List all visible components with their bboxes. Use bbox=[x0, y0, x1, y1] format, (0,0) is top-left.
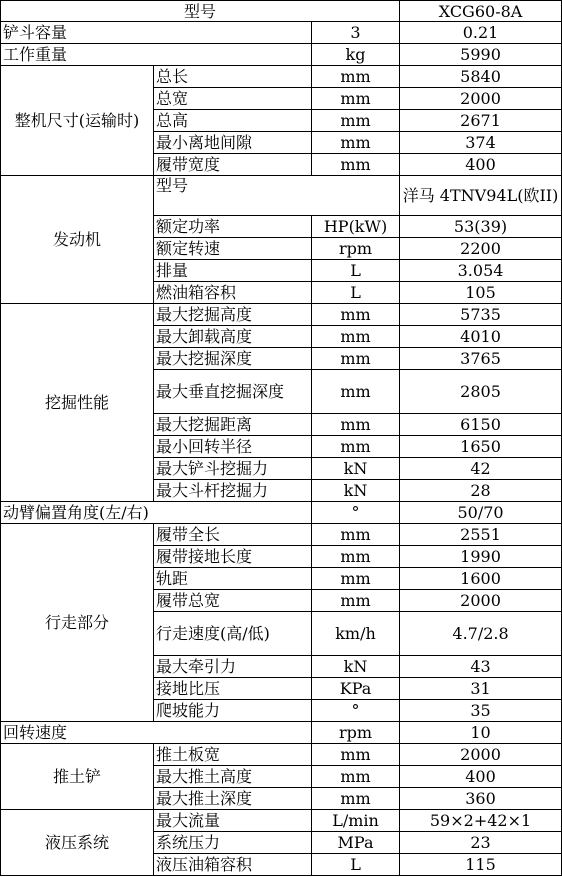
row-label: 轨距 bbox=[154, 568, 312, 590]
row-value: 50/70 bbox=[400, 502, 562, 524]
row-unit: L bbox=[312, 854, 400, 876]
model-label: 型号 bbox=[1, 1, 400, 22]
row-value: 3765 bbox=[400, 348, 562, 370]
row-unit: mm bbox=[312, 132, 400, 154]
row-value: 1650 bbox=[400, 436, 562, 458]
row-label: 最小回转半径 bbox=[154, 436, 312, 458]
row-unit: kg bbox=[312, 44, 400, 66]
row-unit: mm bbox=[312, 414, 400, 436]
row-label: 最大流量 bbox=[154, 810, 312, 832]
row-unit: kN bbox=[312, 458, 400, 480]
row-unit: km/h bbox=[312, 612, 400, 656]
row-label: 系统压力 bbox=[154, 832, 312, 854]
row-value: 4010 bbox=[400, 326, 562, 348]
group-dozer: 推土铲 bbox=[1, 744, 154, 810]
model-value: XCG60-8A bbox=[400, 1, 562, 22]
table-row bbox=[1, 176, 562, 216]
row-label: 最小离地间隙 bbox=[154, 132, 312, 154]
row-value: 2000 bbox=[400, 88, 562, 110]
table-row bbox=[1, 722, 562, 744]
row-label: 履带全长 bbox=[154, 524, 312, 546]
row-label: 最大卸载高度 bbox=[154, 326, 312, 348]
table-row bbox=[1, 810, 562, 832]
row-value: 2000 bbox=[400, 744, 562, 766]
row-value: 42 bbox=[400, 458, 562, 480]
row-label: 最大铲斗挖掘力 bbox=[154, 458, 312, 480]
row-unit: mm bbox=[312, 154, 400, 176]
row-value: 59×2+42×1 bbox=[400, 810, 562, 832]
row-value: 2200 bbox=[400, 238, 562, 260]
row-value: 5840 bbox=[400, 66, 562, 88]
row-unit: mm bbox=[312, 568, 400, 590]
row-value: 105 bbox=[400, 282, 562, 304]
row-value: 43 bbox=[400, 656, 562, 678]
row-value: 400 bbox=[400, 766, 562, 788]
group-engine: 发动机 bbox=[1, 176, 154, 304]
row-value: 374 bbox=[400, 132, 562, 154]
row-label: 额定功率 bbox=[154, 216, 312, 238]
row-value: 0.21 bbox=[400, 22, 562, 44]
row-label: 总宽 bbox=[154, 88, 312, 110]
row-label: 工作重量 bbox=[1, 44, 312, 66]
row-value: 115 bbox=[400, 854, 562, 876]
row-value: 3.054 bbox=[400, 260, 562, 282]
row-label: 接地比压 bbox=[154, 678, 312, 700]
row-value: 400 bbox=[400, 154, 562, 176]
group-hydraulic: 液压系统 bbox=[1, 810, 154, 876]
row-unit: kN bbox=[312, 480, 400, 502]
row-unit: mm bbox=[312, 88, 400, 110]
row-label: 最大挖掘高度 bbox=[154, 304, 312, 326]
row-label: 履带宽度 bbox=[154, 154, 312, 176]
row-unit: KPa bbox=[312, 678, 400, 700]
row-label: 最大推土高度 bbox=[154, 766, 312, 788]
row-label: 最大垂直挖掘深度 bbox=[154, 370, 312, 414]
row-unit: mm bbox=[312, 766, 400, 788]
row-unit: L bbox=[312, 282, 400, 304]
row-unit: mm bbox=[312, 524, 400, 546]
table-row bbox=[1, 502, 562, 524]
row-unit: L bbox=[312, 260, 400, 282]
row-unit: mm bbox=[312, 436, 400, 458]
table-row bbox=[1, 524, 562, 546]
row-value: 35 bbox=[400, 700, 562, 722]
row-value: 1990 bbox=[400, 546, 562, 568]
row-label: 最大推土深度 bbox=[154, 788, 312, 810]
row-label: 铲斗容量 bbox=[1, 22, 312, 44]
row-label: 最大挖掘距离 bbox=[154, 414, 312, 436]
group-dimensions: 整机尺寸(运输时) bbox=[1, 66, 154, 176]
table-row bbox=[1, 44, 562, 66]
row-label: 履带总宽 bbox=[154, 590, 312, 612]
row-value: 53(39) bbox=[400, 216, 562, 238]
row-value: 1600 bbox=[400, 568, 562, 590]
table-row bbox=[1, 22, 562, 44]
row-unit: mm bbox=[312, 370, 400, 414]
row-value: 6150 bbox=[400, 414, 562, 436]
row-label: 额定转速 bbox=[154, 238, 312, 260]
row-unit: ° bbox=[312, 502, 400, 524]
row-unit: L/min bbox=[312, 810, 400, 832]
row-unit: mm bbox=[312, 304, 400, 326]
row-label: 排量 bbox=[154, 260, 312, 282]
row-label: 型号 bbox=[154, 176, 400, 216]
row-label: 推土板宽 bbox=[154, 744, 312, 766]
row-label: 液压油箱容积 bbox=[154, 854, 312, 876]
row-unit: rpm bbox=[312, 238, 400, 260]
row-label: 爬坡能力 bbox=[154, 700, 312, 722]
row-unit: mm bbox=[312, 348, 400, 370]
row-unit: mm bbox=[312, 744, 400, 766]
row-unit: mm bbox=[312, 546, 400, 568]
row-label: 回转速度 bbox=[1, 722, 312, 744]
row-value: 2671 bbox=[400, 110, 562, 132]
row-value: 4.7/2.8 bbox=[400, 612, 562, 656]
row-unit: mm bbox=[312, 326, 400, 348]
group-digging: 挖掘性能 bbox=[1, 304, 154, 502]
row-value: 2000 bbox=[400, 590, 562, 612]
row-label: 履带接地长度 bbox=[154, 546, 312, 568]
table-row bbox=[1, 744, 562, 766]
table-row bbox=[1, 1, 562, 22]
row-value: 31 bbox=[400, 678, 562, 700]
row-label: 最大挖掘深度 bbox=[154, 348, 312, 370]
row-unit: mm bbox=[312, 66, 400, 88]
row-value: 360 bbox=[400, 788, 562, 810]
group-travel: 行走部分 bbox=[1, 524, 154, 722]
row-unit: mm bbox=[312, 590, 400, 612]
row-value: 5990 bbox=[400, 44, 562, 66]
row-unit: MPa bbox=[312, 832, 400, 854]
row-label: 动臂偏置角度(左/右) bbox=[1, 502, 312, 524]
row-unit: HP(kW) bbox=[312, 216, 400, 238]
row-value: 5735 bbox=[400, 304, 562, 326]
row-unit: 3 bbox=[312, 22, 400, 44]
row-value: 洋马 4TNV94L(欧II) bbox=[400, 176, 562, 216]
row-unit: ° bbox=[312, 700, 400, 722]
row-unit: mm bbox=[312, 110, 400, 132]
row-value: 2805 bbox=[400, 370, 562, 414]
row-value: 10 bbox=[400, 722, 562, 744]
row-label: 最大斗杆挖掘力 bbox=[154, 480, 312, 502]
row-label: 最大牵引力 bbox=[154, 656, 312, 678]
table-row bbox=[1, 304, 562, 326]
row-unit: mm bbox=[312, 788, 400, 810]
row-label: 总长 bbox=[154, 66, 312, 88]
row-value: 2551 bbox=[400, 524, 562, 546]
row-unit: rpm bbox=[312, 722, 400, 744]
row-label: 行走速度(高/低) bbox=[154, 612, 312, 656]
row-label: 燃油箱容积 bbox=[154, 282, 312, 304]
row-unit: kN bbox=[312, 656, 400, 678]
table-row bbox=[1, 66, 562, 88]
row-label: 总高 bbox=[154, 110, 312, 132]
row-value: 23 bbox=[400, 832, 562, 854]
row-value: 28 bbox=[400, 480, 562, 502]
